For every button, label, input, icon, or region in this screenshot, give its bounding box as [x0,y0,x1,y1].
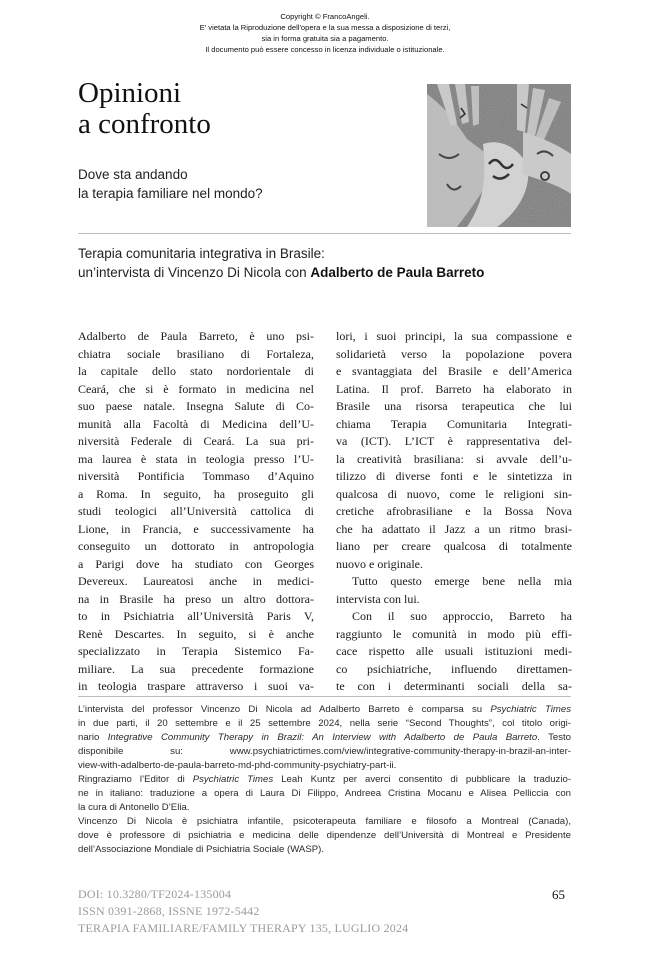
body-text-line: te con i determinanti sociali della sa- [336,679,572,693]
footnote-line: dove è professore di psichiatria e medicina delle dipendenze dell’Università di Montreal e Presidente [78,830,571,841]
section-subtitle [78,165,263,203]
footnote-text: Leah Kuntz per averci consentito di pubblicare la traduzio- [273,774,571,785]
journal-name: Psychiatric Times [490,704,571,715]
journal-name: Psychiatric Times [192,774,274,785]
body-text-line: Con il suo approccio, Barreto ha [352,609,572,623]
body-text-line: la capitale dello stato nordorientale di [78,364,314,378]
footnote-line: Vincenzo Di Nicola è psichiatra infantile, psicoterapeuta familiare e filosofo a Montreal (Canada), [78,816,571,827]
body-text-line: Ceará, che si è formato in medicina nel [78,381,314,396]
body-column-right [336,328,572,696]
copyright-line: Copyright © FrancoAngeli. [280,12,370,21]
footnotes [78,703,571,857]
body-column-left [78,328,314,696]
body-text-line: solidarietà verso la popolazione povera [336,346,572,361]
article-title-line: Terapia comunitaria integrativa in Brasile: [78,246,325,261]
body-text-line: niversità Federale di Ceará. La sua pri- [78,434,314,448]
doi-line: DOI: 10.3280/TF2024-135004 [78,887,232,901]
footnote-text: nario [78,732,108,743]
body-text-line: a Roma. In seguito, ha proseguito gli [78,486,314,501]
body-text-line: Brasile una risorsa terapeutica che lui [336,399,572,413]
copyright-line: E' vietata la Riproduzione dell'opera e la sua messa a disposizione di terzi, [199,23,451,32]
body-text-line: e svantaggiata del Brasile e dell’America [336,364,572,378]
body-text-line: che ha adattato il Jazz a un ritmo brasi- [336,521,572,536]
footnote-line: ne in italiano: traduzione a opera di Laura Di Filippo, Andreea Cristina Mocanu e Alisea Pelliccia con [78,788,571,799]
body-text-line: intervista con lui. [336,591,420,606]
body-text-line: Lione, in Francia, e successivamente ha [78,521,314,536]
body-text-line: cretiche afrobrasiliane e la Bossa Nova [336,504,572,518]
footnote-line: dell’Associazione Mondiale di Psichiatria Sociale (WASP). [78,844,324,855]
body-text-line: Tutto questo emerge bene nella mia [352,574,572,588]
footnote-divider [78,696,571,697]
section-subtitle-line: Dove sta andando [78,167,188,182]
body-text-line: Adalberto de Paula Barreto, è uno psi- [78,329,314,343]
footnote-line [78,703,571,717]
body-text-line: chiatra sociale brasiliano di Fortaleza, [78,346,314,361]
section-title-line: a confronto [78,108,211,140]
header-photo [427,84,571,227]
body-text-line: to in Psichiatria all’Università Paris V, [78,609,314,623]
article-title-line [78,263,484,282]
footnote-line: la cura di Antonello D’Elia. [78,802,190,813]
copyright-line: sia in forma gratuita sia a pagamento. [261,34,389,43]
body-text-line: specializzato in Terapia Sistemico Fa- [78,644,314,658]
hands-photo-illustration [427,84,571,227]
body-text-line: in teologia traspare attraverso i suoi va- [78,679,314,693]
body-text-line: a Parigi dove ha studiato con Georges [78,556,314,571]
article-title [78,244,484,282]
interviewee-name: Adalberto de Paula Barreto [310,265,485,280]
copyright-line: Il documento può essere concesso in licenza individuale o istituzionale. [205,45,445,54]
body-text-line: Devereux. Laureatosi anche in medici- [78,574,314,588]
issn-line: ISSN 0391-2868, ISSNE 1972-5442 [78,904,260,918]
page-number: 65 [552,887,565,902]
body-text-line: raggiunto le comunità in modo più effi- [336,626,572,641]
body-text-line: miliare. La sua precedente formazione [78,661,314,676]
body-text-line: studi teologici all’Università cattolica di [78,504,314,518]
body-text-line: ma laurea è stata in teologia presso l’U- [78,451,314,466]
body-text-line: suo paese natale. Insegna Salute di Co- [78,399,314,413]
original-title: Integrative Community Therapy in Brazil: An Interview with Adalberto de Paula Barreto [107,732,538,743]
body-text-line: la creatività brasiliana: si avvale dell’u- [336,451,572,466]
footnote-line: view-with-adalberto-de-paula-barreto-md-phd-community-psychiatry-part-ii. [78,760,397,771]
section-subtitle-line: la terapia familiare nel mondo? [78,186,263,201]
body-text-line: cace rispetto alle usuali istituzioni medi- [336,644,572,658]
footnote-text: L’intervista del professor Vincenzo Di Nicola ad Adalberto Barreto è comparsa su [78,704,491,715]
footnote-line: in due parti, il 20 settembre e il 25 settembre 2024, nella serie “Second Thoughts”, col titolo origi- [78,718,571,729]
body-text-line: tilizzo di diverse fonti e le sintetizza in [336,469,572,483]
footnote-text: Ringraziamo l’Editor di [78,774,193,785]
footnote-line [78,731,571,745]
body-text-line: nuovo e originale. [336,556,423,571]
body-text-line: chiama Terapia Comunitaria Integrati- [336,416,572,431]
publication-info [78,886,408,937]
footnote-text: . Testo [537,732,571,743]
body-text-line: lori, i suoi principi, la sua compassione e [336,329,572,343]
body-text-line: liano per creare qualcosa di totalmente [336,539,572,553]
footnote-line [78,773,571,787]
body-text-line: co psichiatriche, influendo direttamen- [336,661,572,676]
journal-line: TERAPIA FAMILIARE/FAMILY THERAPY 135, LUGLIO 2024 [78,921,409,935]
body-text-line: conseguito un dottorato in antropologia [78,539,314,553]
body-text-line: Renè Descartes. In seguito, si è anche [78,626,314,641]
title-divider [78,233,571,234]
body-text-line: qualcosa di nuovo, come le religioni sin- [336,486,572,501]
section-title [78,78,211,140]
section-title-line: Opinioni [78,77,182,109]
footnote-line: disponibile su: www.psychiatrictimes.com/view/integrative-community-therapy-in-brazil-an-inter- [78,746,571,757]
article-title-prefix: un’intervista di Vincenzo Di Nicola con [78,265,311,280]
body-text-line: munità alla Facoltà di Medicina dell’U- [78,416,314,431]
body-text-line: na in Brasile ha preso un altro dottora- [78,591,314,606]
body-text-line: Latina. Il prof. Barreto ha elaborato in [336,381,572,396]
copyright-notice [150,11,500,55]
body-text-line: niversità Pontificia Tommaso d’Aquino [78,469,314,483]
body-text-line: va (ICT). L’ICT è rappresentativa del- [336,434,572,448]
